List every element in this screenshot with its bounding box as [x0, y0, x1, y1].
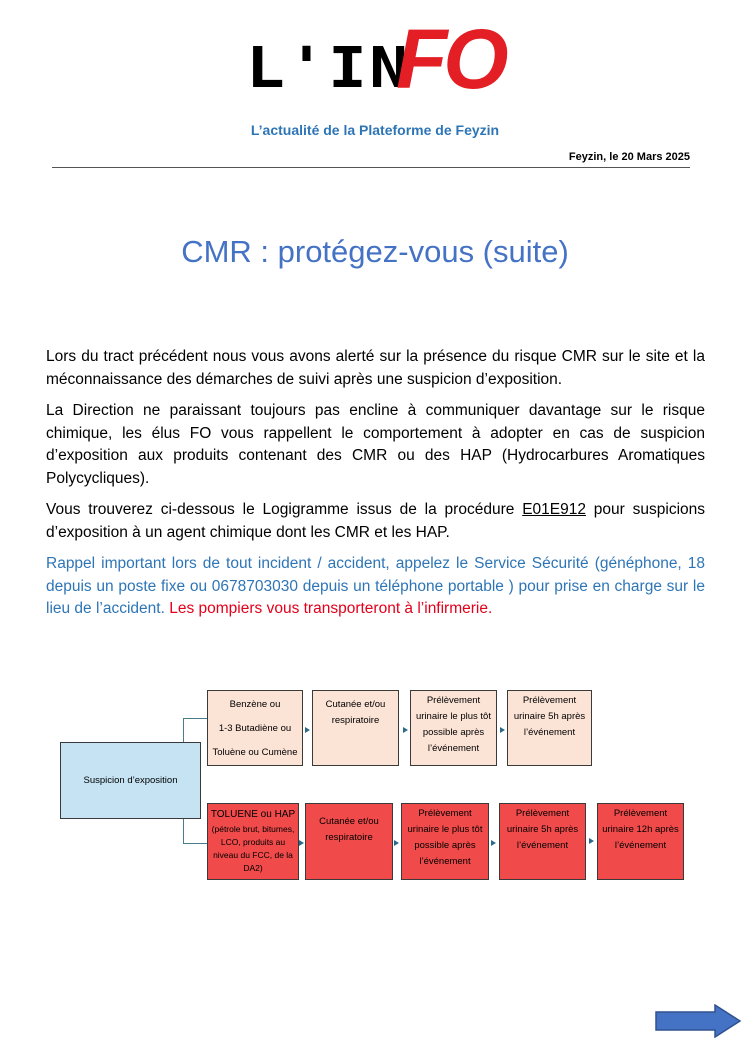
logo-text-fo: FO	[396, 12, 505, 106]
divider	[52, 167, 690, 168]
page-title: CMR : protégez-vous (suite)	[181, 234, 569, 269]
box-label: Prélèvement urinaire 5h après l’événement	[513, 695, 586, 738]
agent-title: TOLUENE ou HAP	[210, 809, 296, 820]
date: Feyzin, le 20 Mars 2025	[568, 151, 690, 163]
connector	[183, 818, 184, 843]
safety-reminder: Rappel important lors de tout incident / accident, appelez le Service Sécurité (généphone, 18 depuis un poste fixe ou 0678703030 depuis un téléphone portable ) pour prise en charge sur le lieu de l’accident.	[46, 555, 705, 617]
box-label: Prélèvement urinaire 12h après l’événement	[602, 808, 679, 851]
top-box-agents	[207, 690, 303, 766]
box-label: Cutanée et/ou respiratoire	[319, 816, 379, 843]
arrow-icon	[491, 840, 496, 846]
agent-line: 1-3 Butadiène ou	[218, 723, 292, 734]
arrow-icon	[589, 838, 594, 844]
firefighters-note: Les pompiers vous transporteront à l’infirmerie.	[164, 600, 493, 617]
next-page-arrow-icon[interactable]	[655, 1004, 741, 1038]
box-label: Cutanée et/ou respiratoire	[325, 699, 386, 726]
box-label: Prélèvement urinaire 5h après l’événement	[506, 808, 579, 851]
bottom-box-agents	[207, 803, 299, 880]
procedure-link[interactable]: E01E912	[522, 501, 586, 518]
bottom-box-route	[305, 803, 393, 880]
arrow-icon	[500, 727, 505, 733]
logo-text-left: L'IN	[246, 36, 411, 101]
p3-after: pour suspicions d’exposition à un agent chimique dont les CMR et les HAP.	[46, 501, 705, 541]
arrow-icon	[305, 727, 310, 733]
top-box-route	[312, 690, 399, 766]
start-label: Suspicion d’exposition	[83, 774, 178, 786]
bottom-box-sample-5h	[499, 803, 586, 880]
connector	[183, 718, 184, 742]
p3-before: Vous trouverez ci-dessous le Logigramme issus de la procédure	[46, 501, 523, 518]
body-text	[46, 346, 705, 630]
connector	[183, 718, 207, 719]
connector	[183, 843, 207, 844]
subtitle: L’actualité de la Plateforme de Feyzin	[250, 122, 500, 138]
start-box	[60, 742, 201, 819]
arrow-icon	[403, 727, 408, 733]
arrow-icon	[394, 840, 399, 846]
agent-detail: (pétrole brut, bitumes, LCO, produits au niveau du FCC, de la DA2)	[211, 824, 295, 873]
bottom-box-sample-asap	[401, 803, 489, 880]
top-box-sample-5h	[507, 690, 592, 766]
top-box-sample-asap	[410, 690, 497, 766]
paragraph-3	[46, 499, 705, 544]
agent-line: Toluène ou Cumène	[212, 747, 298, 758]
bottom-box-sample-12h	[597, 803, 684, 880]
paragraph-1: Lors du tract précédent nous vous avons alerté sur la présence du risque CMR sur le site et la méconnaissance des démarches de suivi après une suspicion d’exposition.	[46, 348, 705, 388]
agent-line: Benzène ou	[229, 699, 281, 710]
box-label: Prélèvement urinaire le plus tôt possible après l’événement	[416, 695, 491, 754]
linfo-logo	[246, 14, 506, 104]
paragraph-4	[46, 553, 705, 621]
arrow-icon	[299, 840, 304, 846]
paragraph-2: La Direction ne paraissant toujours pas encline à communiquer davantage sur le risque chimique, les élus FO vous rappellent le comportement à adopter en cas de suspicion d’exposition aux produits contenant des CMR ou des HAP (Hydrocarbures Aromatiques Polycycliques).	[46, 402, 705, 487]
box-label: Prélèvement urinaire le plus tôt possible après l’événement	[407, 808, 483, 867]
